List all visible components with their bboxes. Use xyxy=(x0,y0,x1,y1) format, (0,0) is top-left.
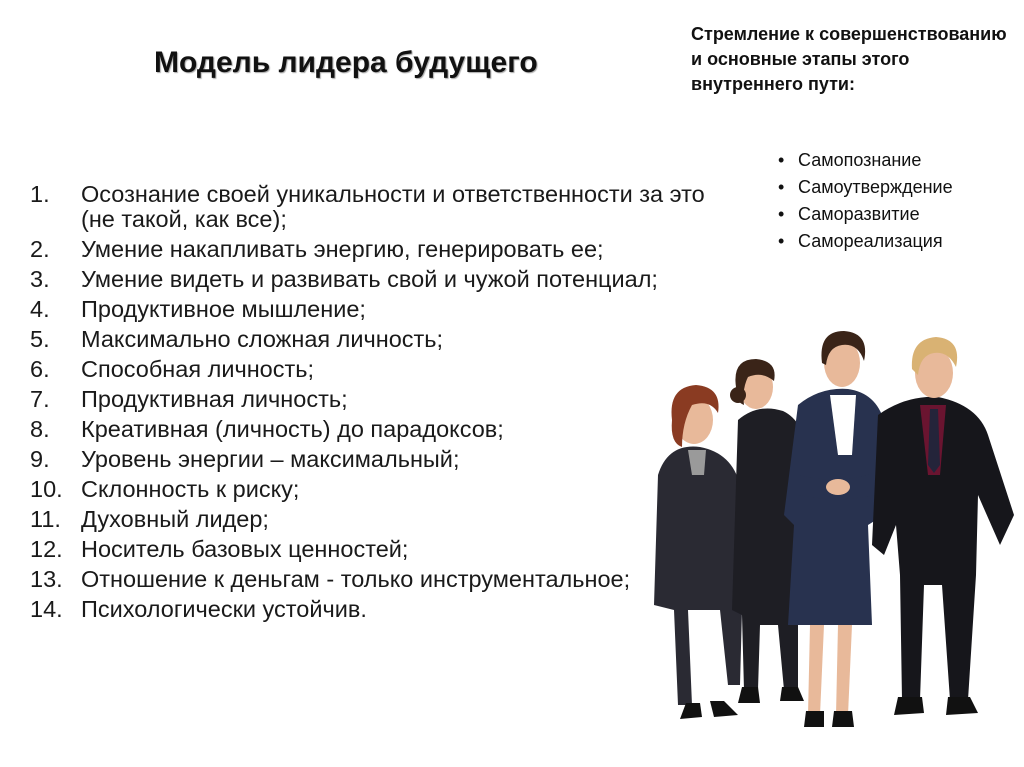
list-item xyxy=(30,182,730,232)
stage-item xyxy=(778,201,953,228)
list-text: Способная личность; xyxy=(81,356,315,382)
stage-item xyxy=(778,228,953,255)
list-number: 2. xyxy=(30,236,50,262)
list-text: Креативная (личность) до парадоксов; xyxy=(81,416,504,442)
list-text: Умение видеть и развивать свой и чужой потенциал; xyxy=(81,266,658,292)
list-item xyxy=(30,477,730,502)
stage-label: Самопознание xyxy=(798,150,922,170)
list-number: 5. xyxy=(30,326,50,352)
list-text: Склонность к риску; xyxy=(81,476,300,502)
list-number: 3. xyxy=(30,266,50,292)
list-number: 6. xyxy=(30,356,50,382)
list-number: 14. xyxy=(30,596,63,622)
bullet-icon: • xyxy=(778,231,785,251)
list-text: Носитель базовых ценностей; xyxy=(81,536,409,562)
business-people-photo xyxy=(648,325,1018,755)
list-text: Умение накапливать энергию, генерировать ее; xyxy=(81,236,604,262)
list-item xyxy=(30,417,730,442)
list-number: 9. xyxy=(30,446,50,472)
stage-item xyxy=(778,147,953,174)
list-number: 8. xyxy=(30,416,50,442)
list-item xyxy=(30,327,730,352)
list-item xyxy=(30,357,730,382)
list-number: 11. xyxy=(30,506,61,532)
list-item xyxy=(30,387,730,412)
list-number: 7. xyxy=(30,386,50,412)
list-text: Психологически устойчив. xyxy=(81,596,367,622)
stages-list xyxy=(778,147,953,255)
side-heading: Стремление к совершенствованию и основные этапы этого внутреннего пути: xyxy=(691,24,1007,94)
person-man-blond xyxy=(872,337,1014,715)
list-item xyxy=(30,267,730,292)
slide-title: Модель лидера будущего xyxy=(154,46,538,79)
list-number: 10. xyxy=(30,476,63,502)
list-text: Осознание своей уникальности и ответственности за это (не такой, как все); xyxy=(81,181,705,232)
list-text: Уровень энергии – максимальный; xyxy=(81,446,460,472)
list-text: Духовный лидер; xyxy=(81,506,269,532)
list-number: 4. xyxy=(30,296,50,322)
list-item xyxy=(30,297,730,322)
stage-item xyxy=(778,174,953,201)
bullet-icon: • xyxy=(778,177,785,197)
list-text: Максимально сложная личность; xyxy=(81,326,444,352)
list-item xyxy=(30,507,730,532)
list-item xyxy=(30,447,730,472)
list-text: Отношение к деньгам - только инструментальное; xyxy=(81,566,631,592)
stage-label: Саморазвитие xyxy=(798,204,920,224)
list-item xyxy=(30,567,730,592)
list-number: 13. xyxy=(30,566,63,592)
list-item xyxy=(30,237,730,262)
list-text: Продуктивная личность; xyxy=(81,386,348,412)
stage-label: Самоутверждение xyxy=(798,177,953,197)
person-woman-navy-suit xyxy=(784,331,884,727)
list-number: 1. xyxy=(30,181,50,207)
list-text: Продуктивное мышление; xyxy=(81,296,366,322)
bullet-icon: • xyxy=(778,204,785,224)
list-number: 12. xyxy=(30,536,63,562)
list-item xyxy=(30,537,730,562)
bullet-icon: • xyxy=(778,150,785,170)
stage-label: Самореализация xyxy=(798,231,943,251)
list-item xyxy=(30,597,730,622)
leader-qualities-list xyxy=(30,182,730,627)
